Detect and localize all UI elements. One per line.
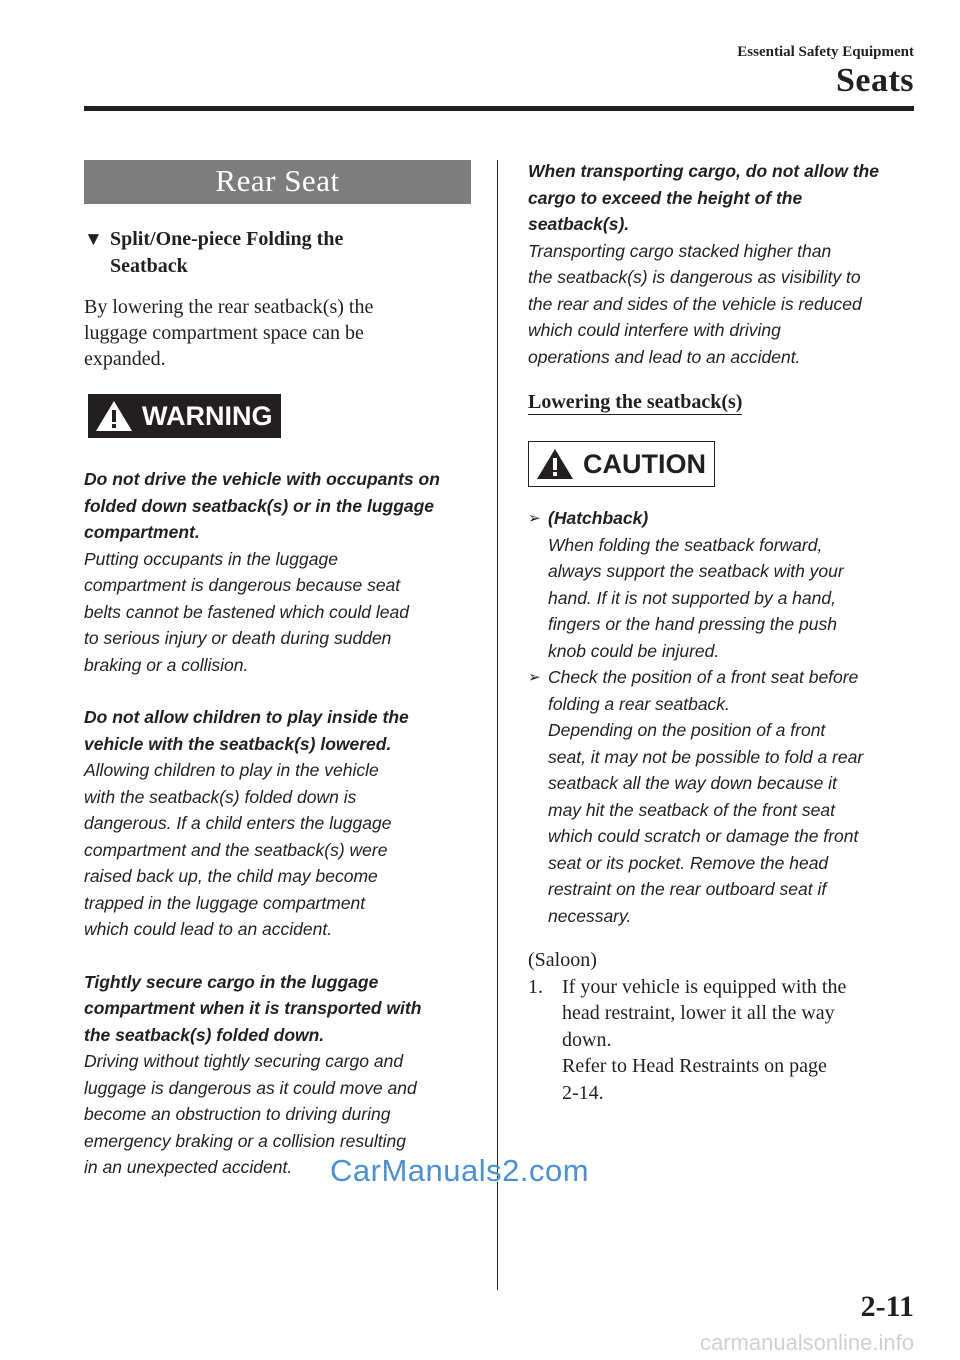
caution-list <box>528 505 918 929</box>
warning-label: WARNING <box>142 400 273 431</box>
warning-heading: Do not drive the vehicle with occupants on folded down seatback(s) or in the luggage compartment. <box>84 469 440 542</box>
warning-item <box>84 466 471 678</box>
warning-text: Allowing children to play in the vehicle with the seatback(s) folded down is dangerous. If a child enters the luggage compartment and the seatback(s) were raised back up, the child may become trapped in the luggage compartment which could lead to an accident. <box>84 760 392 939</box>
text-line: By lowering the rear seatback(s) the <box>84 296 374 318</box>
cargo-warning <box>528 158 918 370</box>
section-title: Essential Safety Equipment <box>737 44 914 60</box>
warning-triangle-icon <box>94 399 134 433</box>
saloon-label: (Saloon) <box>528 949 597 971</box>
right-column <box>528 158 918 1106</box>
subheading-line: Split/One-piece Folding the <box>110 228 344 250</box>
watermark-carmanuals2: CarManuals2.com <box>330 1153 590 1188</box>
warning-heading: Tightly secure cargo in the luggage compartment when it is transported with the seatback(s) folded down. <box>84 971 422 1045</box>
warning-item <box>84 969 471 1181</box>
subheading-line: Seatback <box>110 255 188 277</box>
warning-item <box>84 704 471 943</box>
text-line: expanded. <box>84 348 166 370</box>
caution-item: ➢ Check the position of a front seat before folding a rear seatback. Depending on the position of a front seat, it may not be possible to fold a rear seatback all the way down because it may hit the seatback of the front seat which could scratch or damage the front seat or its pocket. Remove the head restraint on the rear outboard seat if necessary. <box>528 664 918 929</box>
caution-badge <box>528 441 715 487</box>
caution-label: CAUTION <box>583 448 706 479</box>
text-line: luggage compartment space can be <box>84 322 364 344</box>
lowering-heading: Lowering the seatback(s) <box>528 391 743 413</box>
warning-text: Transporting cargo stacked higher than the seatback(s) is dangerous as visibility to the rear and sides of the vehicle is reduced which could interfere with driving operations and lead to an accident. <box>528 240 862 367</box>
step-item: 1. If your vehicle is equipped with the head restraint, lower it all the way down. Refer to Head Restraints on page 2-14. <box>528 974 918 1107</box>
warning-text: Putting occupants in the luggage compartment is dangerous because seat belts cannot be fastened which could lead to serious injury or death during sudden braking or a collision. <box>84 548 409 675</box>
header-rule <box>84 106 914 111</box>
page-title: Seats <box>835 62 914 99</box>
arrow-bullet-icon: ➢ <box>528 509 541 527</box>
step-number: 1. <box>528 975 543 998</box>
warning-heading: Do not allow children to play inside the vehicle with the seatback(s) lowered. <box>84 707 409 754</box>
warning-heading: When transporting cargo, do not allow the cargo to exceed the height of the seatback(s). <box>528 161 879 234</box>
intro-paragraph <box>84 294 471 372</box>
page-number: 2-11 <box>860 1290 914 1323</box>
warning-text: Driving without tightly securing cargo and luggage is dangerous as it could move and become an obstruction to driving during emergency braking or a collision resulting in an unexpected accident. <box>84 1051 417 1177</box>
arrow-bullet-icon: ➢ <box>528 668 541 686</box>
warning-badge <box>88 394 281 438</box>
down-triangle-icon: ▼ <box>84 229 103 250</box>
caution-item: ➢ (Hatchback) When folding the seatback forward, always support the seatback with your hand. If it is not supported by a hand, fingers or the hand pressing the push knob could be injured. <box>528 505 918 664</box>
subheading <box>84 226 471 280</box>
left-column <box>84 160 471 1181</box>
caution-triangle-icon <box>535 447 575 481</box>
section-banner: Rear Seat <box>84 160 471 204</box>
watermark-carmanualsonline: carmanualsonline.info <box>699 1330 914 1355</box>
column-divider <box>497 160 498 1290</box>
